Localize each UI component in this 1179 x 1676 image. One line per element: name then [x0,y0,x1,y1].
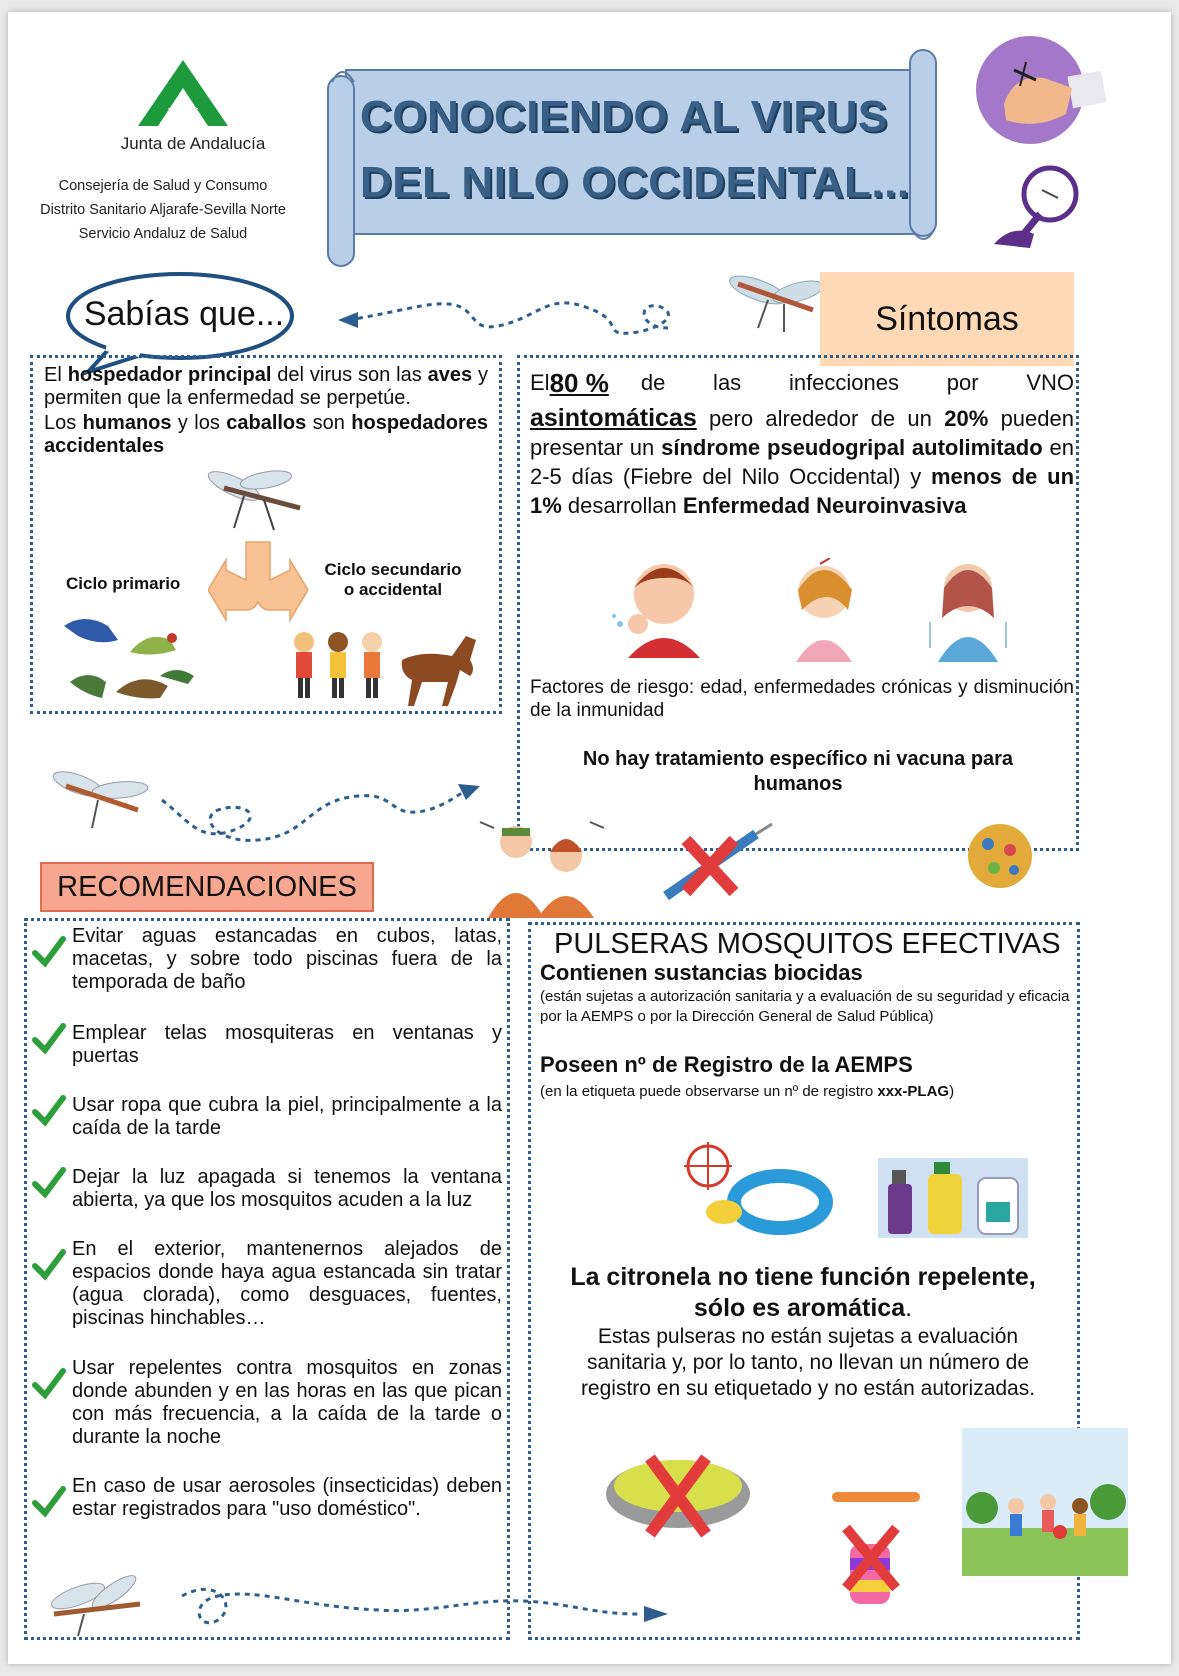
mosquito-bite-icon [974,34,1114,154]
text-run: . [905,1294,913,1322]
org-line-2: Distrito Sanitario Aljarafe-Sevilla Norte [40,202,286,218]
checkmark-icon [32,935,66,969]
text-run: (en la etiqueta puede observarse un nº de registro [540,1083,878,1100]
birds-illustration [60,612,210,708]
pulseras-sub1-note: (están sujetas a autorización sanitaria y a evaluación de su seguridad y eficacia por la AEMPS o por la Dirección General de Salud Pública) [540,988,1070,1025]
list-item [32,925,502,994]
recomendaciones-list [32,925,502,1545]
text-run: ) [949,1083,955,1100]
page-title-line-2: DEL NILO OCCIDENTAL... [360,158,910,207]
list-item [32,1475,502,1521]
children-playing-illustration [962,1428,1128,1576]
org-line-3: Servicio Andaluz de Salud [78,226,248,242]
insecticide-bottles-illustration [878,1158,1028,1238]
list-item [32,1357,502,1449]
mosquito-icon [44,1574,154,1644]
sintomas-line-1 [530,368,1074,398]
text-run-bold: Enfermedad Neuroinvasiva [682,493,967,518]
text-run-bold: hospedador principal [67,364,272,386]
text-run-bold: asintomáticas [530,404,697,432]
page-title [360,84,920,216]
andalucia-logo-icon [138,58,228,128]
org-line-1: Consejería de Salud y Consumo [58,178,268,194]
syringe-crossed-icon [656,820,776,904]
checkmark-icon [32,1485,66,1519]
mosquito-icon [48,764,168,836]
pulseras-sub2: Poseen nº de Registro de la AEMPS [540,1052,913,1077]
infographic-sheet [8,12,1171,1664]
chills-person-illustration [928,558,1008,662]
horse-illustration [392,630,492,706]
cycle-primary-label: Ciclo primario [66,574,181,593]
list-item-text: En caso de usar aerosoles (insecticidas) deben estar registrados para "uso doméstico". [72,1475,502,1520]
text-run-bold: síndrome pseudogripal autolimitado [661,435,1043,460]
sabias-paragraph-1 [44,364,488,410]
family-mosquitoes-illustration [466,812,616,922]
recomendaciones-heading: RECOMENDACIONES [40,862,374,912]
cycle-secondary-line-2: o accidental [343,580,443,599]
text-run: son [306,412,352,434]
cycle-secondary-label [308,560,478,600]
sneezing-person-illustration [608,558,728,658]
magnifier-mosquito-icon [988,160,1088,250]
text-run: en 2-5 días (Fiebre del Nilo Occidental) y [530,435,1074,489]
no-treatment-text: No hay tratamiento específico ni vacuna para humanos [582,748,1014,795]
text-run: Los [44,412,83,434]
registry-code: xxx-PLAG [877,1083,950,1100]
text-run-bold: aves [427,364,473,386]
text-run: y permiten que la enfermedad se perpetúe. [44,364,489,409]
checkmark-icon [32,1166,66,1200]
text-run: del virus son las [271,364,428,386]
org-lines [8,174,318,246]
repellent-bracelet-illustration [684,1142,834,1242]
text-run: de las infecciones por VNO [640,370,1074,395]
citronela-body: Estas pulseras no están sujetas a evaluación sanitaria y, por lo tanto, no llevan un número de registro en su etiquetado y no están autorizadas. [580,1325,1036,1400]
sabias-paragraph-2 [44,412,488,458]
text-run: pero alrededor de un [696,406,945,431]
dotted-path-arrow-2 [158,780,488,850]
list-item-text: Usar repelentes contra mosquitos en zonas donde abunden y en las horas en las que pican con más frecuencia, a la caída de la tarde o durante la noche [72,1357,502,1448]
virus-icon [964,820,1036,892]
text-run-bold: humanos [82,412,172,434]
mosquito-icon [204,464,314,534]
checkmark-icon [32,1367,66,1401]
text-run-bold: La citronela no tiene función repelente, sólo es aromática [570,1263,1036,1322]
split-arrow-icon [208,540,308,622]
sintomas-heading: Síntomas [820,272,1074,366]
checkmark-icon [32,1022,66,1056]
list-item-text: Usar ropa que cubra la piel, principalmente a la caída de la tarde [72,1094,502,1139]
mosquito-icon [718,270,828,340]
sintomas-paragraph [530,404,1074,520]
risk-factors-text: Factores de riesgo: edad, enfermedades crónicas y disminución de la inmunidad [530,677,1074,721]
dotted-path-arrow-1 [338,282,778,352]
text-run: desarrollan [561,493,683,518]
list-item [32,1166,502,1212]
text-run-bold: hospedadores accidentales [44,412,488,457]
pulseras-sub2-note [540,1082,1070,1102]
pulseras-heading: PULSERAS MOSQUITOS EFECTIVAS [554,928,1061,960]
text-run: El [530,370,550,395]
list-item [32,1022,502,1068]
stat-80-percent: 80 % [549,368,609,398]
list-item-text: En el exterior, mantenernos alejados de espacios donde haya agua estancada sin tratar (agua clorada), como desguaces, fuentes, piscinas hinchables… [72,1238,502,1329]
list-item [32,1238,502,1330]
headache-person-illustration [786,558,866,662]
checkmark-icon [32,1248,66,1282]
text-run-bold: 20% [944,406,989,431]
text-run: El [44,364,68,386]
sabias-bubble-text: Sabías que... [83,295,285,333]
text-run: pueden presentar un [530,406,1074,460]
page-title-line-1: CONOCIENDO AL VIRUS [360,92,888,141]
text-run: y los [171,412,227,434]
list-item-text: Dejar la luz apagada si tenemos la ventana abierta, ya que los mosquitos acuden a la luz [72,1166,502,1211]
text-run-bold: menos de un 1% [530,464,1075,518]
silicone-bracelets-crossed-illustration [826,1488,926,1614]
pulseras-sub1: Contienen sustancias biocidas [540,960,863,985]
list-item-text: Evitar aguas estancadas en cubos, latas, macetas, y sobre todo piscinas fuera de la temporada de baño [72,925,502,993]
text-run-bold: caballos [226,412,307,434]
people-illustration [288,628,398,702]
list-item-text: Emplear telas mosquiteras en ventanas y puertas [72,1022,502,1067]
citronela-warning [548,1262,1058,1324]
cycle-secondary-line-1: Ciclo secundario [324,560,462,579]
list-item [32,1094,502,1140]
checkmark-icon [32,1094,66,1128]
logo-name: Junta de Andalucía [120,134,266,153]
citronella-candle-crossed-illustration [602,1448,762,1548]
